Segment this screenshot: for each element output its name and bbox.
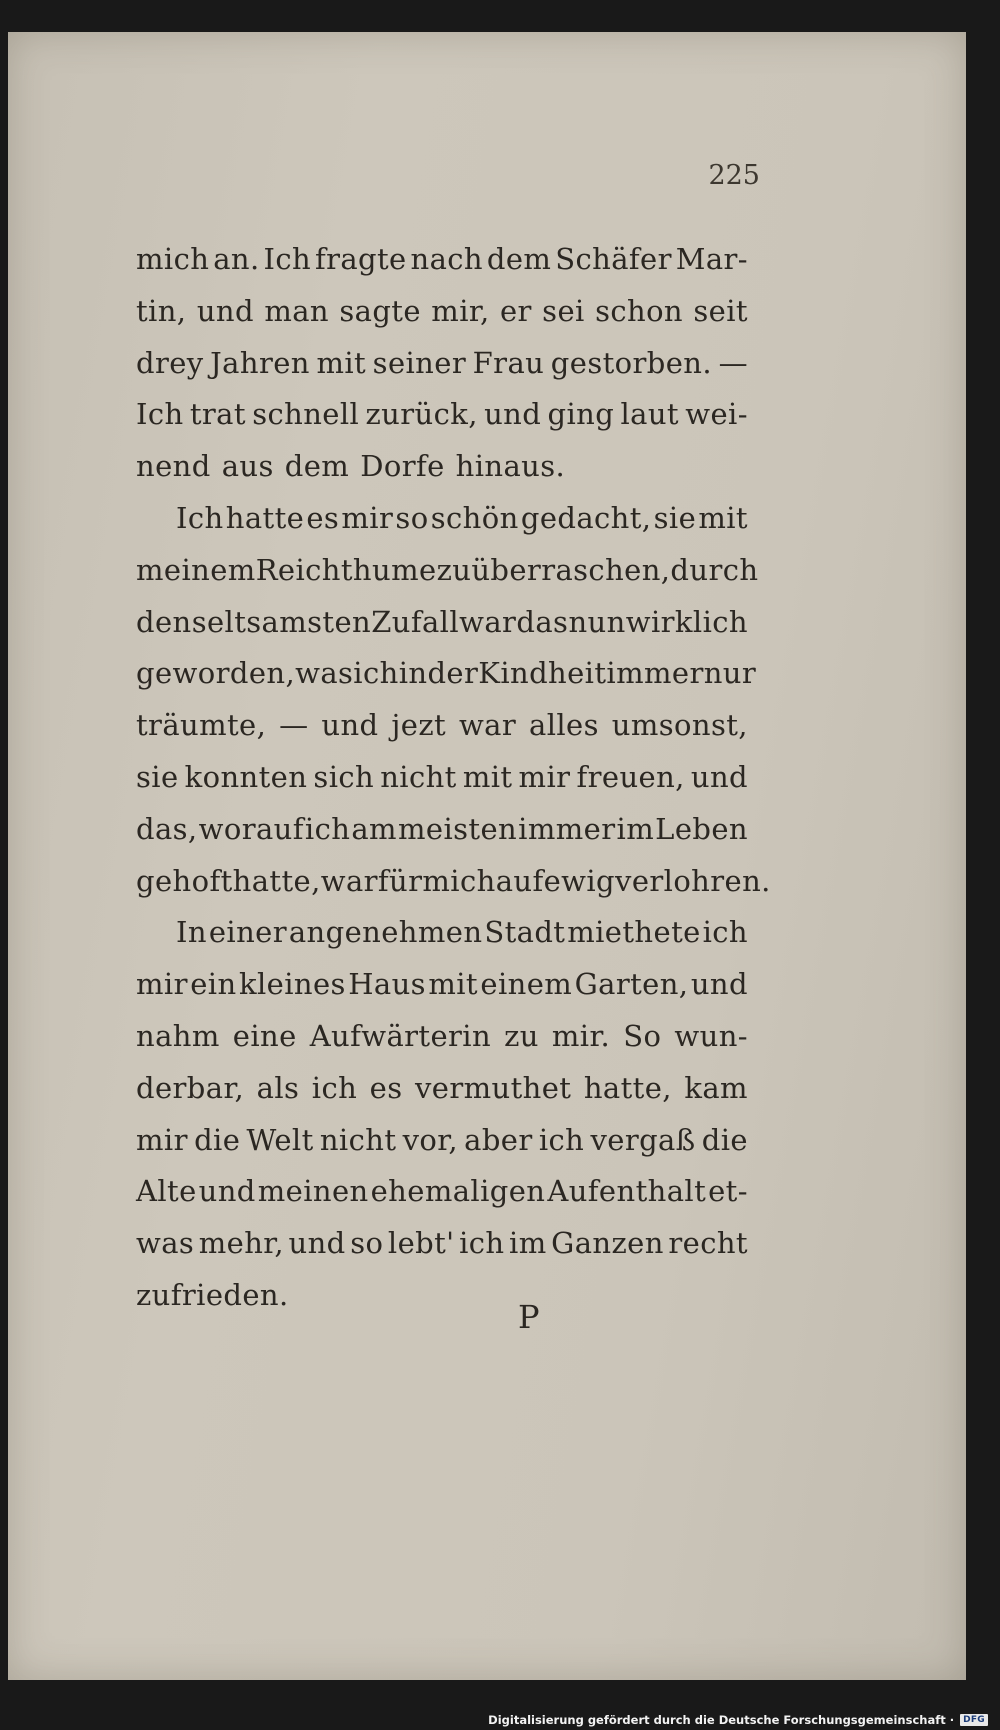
text-line — [136, 1063, 748, 1115]
text-line — [136, 1166, 748, 1218]
word: träumte, — [136, 708, 267, 743]
word: meisten — [398, 811, 518, 846]
body-text — [136, 234, 771, 1322]
word: In — [176, 915, 207, 950]
word: lebt' — [387, 1226, 455, 1261]
digitization-footer — [488, 1713, 988, 1727]
word: den — [136, 604, 192, 639]
word: Alte — [136, 1174, 197, 1209]
word: zurück, — [365, 397, 478, 432]
word: trat — [189, 397, 246, 432]
word: — — [279, 708, 309, 743]
text-line — [136, 338, 748, 390]
word: Zufall — [371, 604, 460, 639]
word: mich — [136, 242, 210, 276]
word: Ich — [176, 500, 224, 535]
word: Ich — [263, 242, 312, 276]
word: war — [320, 863, 378, 898]
word: ehemaligen — [370, 1174, 546, 1209]
word: zu — [436, 552, 472, 587]
word: ich — [311, 1070, 358, 1105]
word: seltsamsten — [191, 604, 372, 639]
word: angenehmen — [288, 915, 483, 950]
word: So — [623, 1018, 662, 1053]
word: ewig — [543, 863, 616, 898]
word: umsonst, — [611, 708, 748, 743]
text-line — [136, 286, 748, 338]
word: aber — [464, 1122, 533, 1157]
word: nach — [410, 242, 483, 276]
word: mir — [136, 1122, 188, 1157]
word: Dorfe — [360, 449, 445, 484]
word: zu — [504, 1018, 539, 1053]
word: Ganzen — [551, 1226, 664, 1261]
word: recht — [668, 1226, 748, 1261]
word: im — [509, 1226, 547, 1261]
word: das, — [136, 811, 198, 846]
word: Mar- — [675, 242, 748, 276]
word: nun — [568, 604, 626, 639]
word: es — [369, 1070, 403, 1105]
word: mehr, — [198, 1226, 284, 1261]
word: was — [136, 1226, 195, 1261]
word: wirklich — [625, 604, 748, 639]
word: die — [194, 1122, 241, 1157]
word: immer — [606, 656, 704, 691]
word: für — [377, 863, 423, 898]
text-line — [136, 389, 748, 441]
word: Garten, — [574, 967, 689, 1002]
footer-credit-text: Digitalisierung gefördert durch die Deutsche Forschungsgemeinschaft · — [488, 1713, 955, 1727]
word: sich — [313, 759, 375, 794]
word: hinaus. — [455, 449, 566, 484]
text-line — [136, 648, 757, 700]
word: und — [690, 759, 748, 794]
word: er — [499, 293, 532, 328]
text-line — [136, 493, 748, 545]
word: was — [295, 656, 354, 691]
text-line — [136, 234, 748, 286]
word: eine — [232, 1018, 297, 1053]
word: aus — [221, 449, 274, 484]
word: Welt — [246, 1122, 314, 1157]
word: vor, — [402, 1122, 458, 1157]
word: schön — [430, 500, 519, 535]
text-line — [136, 856, 771, 908]
word: mir — [518, 759, 571, 794]
word: die — [701, 1122, 748, 1157]
word: Reichthume — [255, 552, 437, 587]
word: in — [398, 656, 428, 691]
page-number: 225 — [708, 160, 760, 191]
word: wun- — [674, 1018, 748, 1053]
word: derbar, — [136, 1070, 245, 1105]
word: ich — [538, 1122, 585, 1157]
text-line — [136, 1011, 748, 1063]
word: Stadt — [484, 915, 566, 950]
word: immer — [518, 811, 616, 846]
word: ging — [547, 397, 615, 432]
word: nahm — [136, 1018, 220, 1053]
word: und — [196, 293, 254, 328]
text-line — [136, 959, 748, 1011]
text-line — [136, 1115, 748, 1167]
word: war — [459, 604, 517, 639]
word: gehoft — [136, 863, 233, 898]
text-line — [136, 700, 748, 752]
word: und — [321, 708, 379, 743]
word: schon — [595, 293, 684, 328]
word: nicht — [319, 1122, 397, 1157]
word: ich — [702, 915, 748, 950]
word: drey — [136, 345, 204, 380]
word: mich — [422, 863, 496, 898]
word: ein — [190, 967, 237, 1002]
word: hatte — [225, 500, 305, 535]
word: gestorben. — [550, 345, 713, 380]
word: seit — [693, 293, 748, 328]
word: hatte, — [583, 1070, 672, 1105]
word: nend — [136, 449, 211, 484]
word: meinem — [136, 552, 256, 587]
text-line — [136, 804, 748, 856]
word: das — [516, 604, 569, 639]
word: am — [351, 811, 397, 846]
text-line — [136, 1218, 748, 1270]
word: sagte — [339, 293, 421, 328]
word: an. — [213, 242, 260, 276]
word: der — [427, 656, 479, 691]
word: dem — [486, 242, 552, 276]
word: so — [395, 500, 429, 535]
word: Schäfer — [555, 242, 672, 276]
word: mit — [698, 500, 748, 535]
word: mir — [136, 967, 188, 1002]
dfg-logo: DFG — [960, 1714, 988, 1726]
word: war — [458, 708, 517, 743]
word: Haus — [348, 967, 426, 1002]
word: geworden, — [136, 656, 296, 691]
word: et- — [708, 1174, 748, 1209]
word: im — [616, 811, 655, 846]
signature-mark: P — [518, 1298, 540, 1336]
word: sei — [542, 293, 585, 328]
word: durch — [670, 552, 759, 587]
word: zufrieden. — [136, 1277, 289, 1312]
text-line — [136, 545, 759, 597]
word: kleines — [238, 967, 346, 1002]
word: meinen — [257, 1174, 369, 1209]
text-line — [136, 597, 748, 649]
word: sie — [136, 759, 179, 794]
word: miethete — [567, 915, 701, 950]
word: mit — [462, 759, 513, 794]
word: nur — [703, 656, 757, 691]
word: wei- — [685, 397, 748, 432]
word: Aufenthalt — [547, 1174, 707, 1209]
word: und — [288, 1226, 346, 1261]
word: jezt — [391, 708, 447, 743]
word: verlohren. — [615, 863, 771, 898]
word: sie — [653, 500, 697, 535]
word: konnten — [184, 759, 308, 794]
word: es — [306, 500, 340, 535]
text-line — [136, 441, 748, 493]
word: Jahren — [210, 345, 310, 380]
word: worauf — [198, 811, 304, 846]
word: mir, — [431, 293, 490, 328]
word: Frau — [472, 345, 545, 380]
word: so — [350, 1226, 384, 1261]
word: und — [690, 967, 748, 1002]
word: freuen, — [576, 759, 685, 794]
word: mit — [428, 967, 478, 1002]
word: ich — [304, 811, 351, 846]
word: und — [198, 1174, 256, 1209]
word: Ich — [136, 397, 184, 432]
word: Aufwärterin — [309, 1018, 492, 1053]
word: mir. — [551, 1018, 611, 1053]
word: einer — [208, 915, 287, 950]
word: nicht — [380, 759, 457, 794]
text-line — [136, 1270, 748, 1322]
word: Kindheit — [478, 656, 607, 691]
word: vermuthet — [415, 1070, 572, 1105]
word: ich — [353, 656, 399, 691]
word: ich — [459, 1226, 505, 1261]
word: Leben — [655, 811, 748, 846]
word: alles — [529, 708, 599, 743]
word: man — [264, 293, 329, 328]
word: fragte — [314, 242, 407, 276]
word: laut — [620, 397, 679, 432]
word: auf — [495, 863, 544, 898]
word: dem — [284, 449, 350, 484]
word: kam — [684, 1070, 748, 1105]
word: gedacht, — [520, 500, 652, 535]
word: vergaß — [590, 1122, 696, 1157]
text-line — [136, 752, 748, 804]
text-line — [136, 907, 748, 959]
word: hatte, — [232, 863, 321, 898]
word: überraschen, — [471, 552, 671, 587]
word: tin, — [136, 293, 187, 328]
word: als — [256, 1070, 300, 1105]
word: einem — [480, 967, 573, 1002]
word: und — [484, 397, 542, 432]
word: — — [718, 345, 748, 380]
word: seiner — [372, 345, 467, 380]
word: schnell — [252, 397, 360, 432]
word: mit — [316, 345, 367, 380]
word: mir — [341, 500, 394, 535]
